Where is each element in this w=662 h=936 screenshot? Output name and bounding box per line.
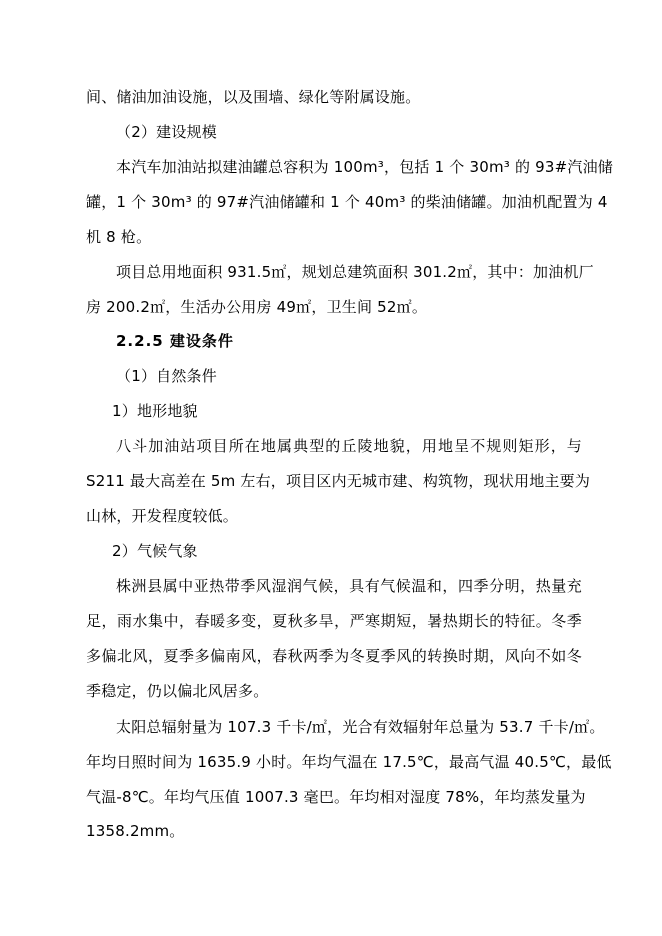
item-heading: 1）地形地貌 bbox=[112, 402, 198, 420]
text-line: 多偏北风，夏季多偏南风，春秋两季为冬夏季风的转换时期，风向不如冬 bbox=[86, 647, 582, 665]
item-heading: 2）气候气象 bbox=[112, 542, 198, 560]
text-line: 株洲县属中亚热带季风湿润气候，具有气候温和，四季分明，热量充 bbox=[116, 577, 582, 595]
section-heading: 2.2.5 建设条件 bbox=[116, 332, 234, 350]
section-subheading: （2）建设规模 bbox=[116, 123, 217, 141]
text-line: 项目总用地面积 931.5㎡，规划总建筑面积 301.2㎡，其中：加油机厂 bbox=[116, 263, 594, 281]
text-line: 罐，1 个 30m³ 的 97#汽油储罐和 1 个 40m³ 的柴油储罐。加油机配置为 4 bbox=[86, 193, 608, 211]
text-line: 气温-8℃。年均气压值 1007.3 毫巴。年均相对湿度 78%，年均蒸发量为 bbox=[86, 788, 586, 806]
text-line: 1358.2mm。 bbox=[86, 822, 185, 840]
text-line: 房 200.2㎡，生活办公用房 49㎡，卫生间 52㎡。 bbox=[86, 298, 428, 316]
text-line: 机 8 枪。 bbox=[86, 228, 152, 246]
text-line: 八斗加油站项目所在地属典型的丘陵地貌，用地呈不规则矩形，与 bbox=[116, 437, 582, 455]
text-line: 山林，开发程度较低。 bbox=[86, 507, 239, 525]
text-line: S211 最大高差在 5m 左右，项目区内无城市建、构筑物，现状用地主要为 bbox=[86, 472, 591, 490]
text-line: 季稳定，仍以偏北风居多。 bbox=[86, 682, 269, 700]
text-line: 本汽车加油站拟建油罐总容积为 100m³，包括 1 个 30m³ 的 93#汽油储 bbox=[116, 158, 613, 176]
text-line: 足，雨水集中，春暖多变，夏秋多旱，严寒期短，暑热期长的特征。冬季 bbox=[86, 612, 582, 630]
text-line: 间、储油加油设施，以及围墙、绿化等附属设施。 bbox=[86, 88, 421, 106]
text-line: 年均日照时间为 1635.9 小时。年均气温在 17.5℃，最高气温 40.5℃，最低 bbox=[86, 753, 612, 771]
section-subheading: （1）自然条件 bbox=[116, 367, 217, 385]
text-line: 太阳总辐射量为 107.3 千卡/㎡，光合有效辐射年总量为 53.7 千卡/㎡。 bbox=[116, 718, 605, 736]
